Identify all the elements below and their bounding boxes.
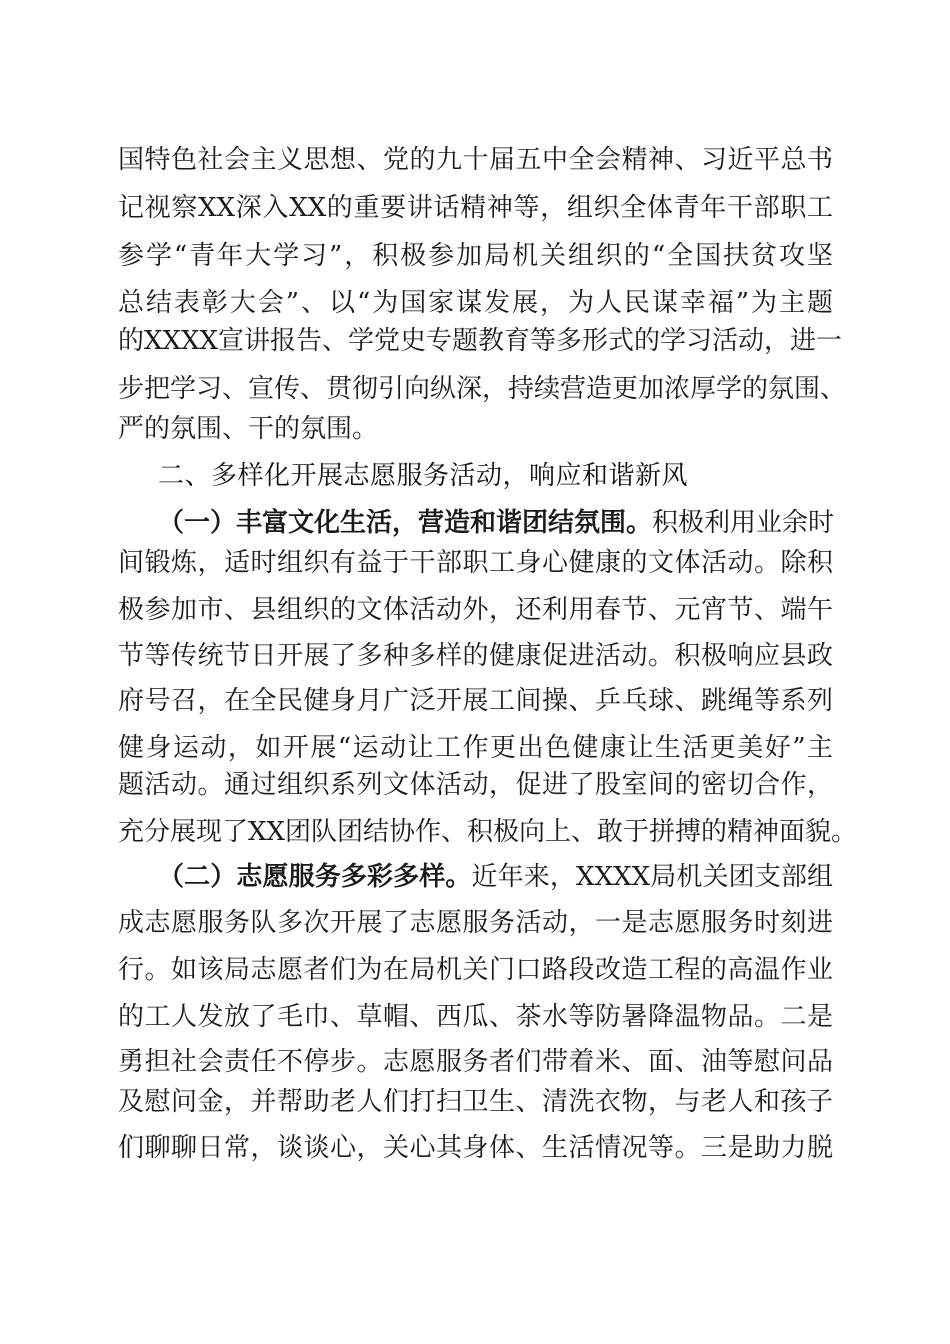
paragraph-line: 记视察XX深入XX的重要讲话精神等，组织全体青年干部职工: [118, 193, 833, 223]
paragraph-line: 国特色社会主义思想、党的九十届五中全会精神、习近平总书: [118, 145, 833, 175]
paragraph-line: 成志愿服务队多次开展了志愿服务活动，一是志愿服务时刻进: [118, 908, 833, 938]
paragraph-line: 勇担社会责任不停步。志愿服务者们带着米、面、油等慰问品: [118, 1047, 833, 1077]
subsection-heading: （一）丰富文化生活，营造和谐团结氛围。: [158, 508, 653, 538]
paragraph-line: 及慰问金，并帮助老人们打扫卫生、清洗衣物，与老人和孩子: [118, 1087, 833, 1117]
paragraph-line: 的工人发放了毛巾、草帽、西瓜、茶水等防暑降温物品。二是: [118, 1002, 833, 1032]
subsection-text: 近年来，XXXX局机关团支部组: [471, 862, 833, 892]
paragraph-line: 节等传统节日开展了多种多样的健康促进活动。积极响应县政: [118, 641, 833, 671]
subsection-heading: （二）志愿服务多彩多样。: [158, 862, 472, 892]
paragraph-line: 步把学习、宣传、贯彻引向纵深，持续营造更加浓厚学的氛围、: [118, 374, 847, 404]
paragraph-line: 极参加市、县组织的文体活动外，还利用春节、元宵节、端午: [118, 595, 833, 625]
paragraph-line: 充分展现了XX团队团结协作、积极向上、敢于拼搏的精神面貌。: [118, 817, 858, 847]
paragraph-line: 参学“青年大学习”，积极参加局机关组织的“全国扶贫攻坚: [118, 241, 833, 271]
subsection-text: 积极利用业余时: [652, 508, 835, 538]
paragraph-line: 间锻炼，适时组织有益于干部职工身心健康的文体活动。除积: [118, 548, 833, 578]
paragraph-line: 健身运动，如开展“运动让工作更出色健康让生活更美好”主: [118, 733, 833, 763]
paragraph-line: 行。如该局志愿者们为在局机关门口路段改造工程的高温作业: [118, 955, 833, 985]
section-heading: 二、多样化开展志愿服务活动，响应和谐新风: [158, 461, 689, 491]
paragraph-line: 们聊聊日常，谈谈心，关心其身体、生活情况等。三是助力脱: [118, 1133, 833, 1163]
paragraph-line: 题活动。通过组织系列文体活动，促进了股室间的密切合作，: [118, 770, 833, 800]
subsection-first-line: [158, 862, 833, 892]
paragraph-line: 总结表彰大会”、以“为国家谋发展，为人民谋幸福”为主题: [118, 288, 833, 318]
paragraph-line: 府号召，在全民健身月广泛开展工间操、乒乓球、跳绳等系列: [118, 686, 833, 716]
paragraph-line: 的XXXX宣讲报告、学党史专题教育等多形式的学习活动，进一: [118, 326, 843, 356]
paragraph-line: 严的氛围、干的氛围。: [118, 414, 379, 444]
subsection-first-line: [158, 508, 833, 538]
